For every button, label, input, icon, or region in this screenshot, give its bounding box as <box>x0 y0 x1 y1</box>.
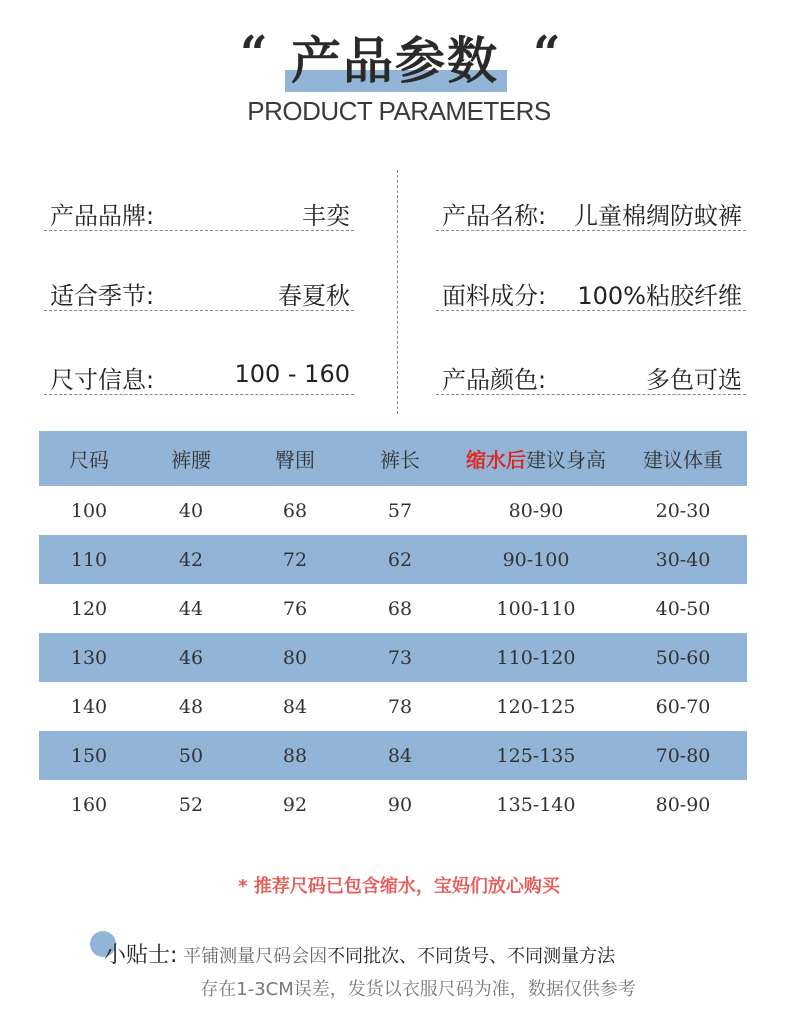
table-cell: 140 <box>70 695 108 718</box>
table-cell: 80-90 <box>655 793 711 816</box>
title-block <box>0 28 790 98</box>
tips-line-2: 存在1-3CM误差，发货以衣服尺码为准，数据仅供参考 <box>200 979 636 1000</box>
table-cell: 46 <box>178 646 204 669</box>
table-cell: 68 <box>282 499 308 522</box>
table-cell: 88 <box>282 744 308 767</box>
table-cell: 70-80 <box>655 744 711 767</box>
table-cell: 60-70 <box>655 695 711 718</box>
table-cell: 40-50 <box>655 597 711 620</box>
table-cell: 92 <box>282 793 308 816</box>
table-cell: 76 <box>282 597 308 620</box>
table-cell: 73 <box>387 646 413 669</box>
table-cell: 125-135 <box>496 744 576 767</box>
table-cell: 135-140 <box>496 793 576 816</box>
param-name-value: 儿童棉绸防蚊裤 <box>574 202 742 230</box>
header-waist: 裤腰 <box>171 448 211 472</box>
table-row <box>39 486 747 535</box>
table-cell: 84 <box>387 744 413 767</box>
tips-line-1-dark: 不同批次、不同货号、不同测量方法 <box>327 946 616 967</box>
page-title: 产品参数 <box>291 32 499 90</box>
param-fabric <box>436 270 746 311</box>
table-cell: 40 <box>178 499 204 522</box>
param-color <box>436 354 746 395</box>
table-row <box>39 682 747 731</box>
param-brand-value: 丰奕 <box>302 202 350 230</box>
table-row <box>39 780 747 829</box>
param-color-value: 多色可选 <box>646 366 742 394</box>
table-cell: 90-100 <box>502 548 570 571</box>
table-row <box>39 584 747 633</box>
table-cell: 57 <box>387 499 413 522</box>
param-brand <box>44 190 354 231</box>
quote-mark-left: “ <box>240 26 268 82</box>
param-season <box>44 270 354 311</box>
table-cell: 48 <box>178 695 204 718</box>
table-cell: 90 <box>387 793 413 816</box>
header-weight: 建议体重 <box>643 448 723 472</box>
table-cell: 110-120 <box>496 646 576 669</box>
param-fabric-label: 面料成分: <box>442 282 547 310</box>
table-cell: 50 <box>178 744 204 767</box>
table-cell: 160 <box>70 793 108 816</box>
table-cell: 50-60 <box>655 646 711 669</box>
tips-line-1-gray: 平铺测量尺码会因 <box>183 946 328 967</box>
table-cell: 78 <box>387 695 413 718</box>
table-cell: 100-110 <box>496 597 576 620</box>
table-cell: 120 <box>70 597 108 620</box>
table-cell: 20-30 <box>655 499 711 522</box>
size-table <box>39 431 747 829</box>
tips-label: 小贴士: <box>104 943 178 968</box>
tips-line-1 <box>104 938 615 969</box>
header-length: 裤长 <box>380 448 420 472</box>
header-hip: 臀围 <box>275 448 315 472</box>
table-cell: 62 <box>387 548 413 571</box>
table-cell: 130 <box>70 646 108 669</box>
param-season-label: 适合季节: <box>50 282 155 310</box>
param-size-label: 尺寸信息: <box>50 366 155 394</box>
param-size <box>44 354 354 395</box>
table-cell: 100 <box>70 499 108 522</box>
param-size-value: 100 - 160 <box>234 360 350 388</box>
param-brand-label: 产品品牌: <box>50 202 155 230</box>
param-name <box>436 190 746 231</box>
table-row <box>39 535 747 584</box>
param-name-label: 产品名称: <box>442 202 547 230</box>
table-cell: 150 <box>70 744 108 767</box>
table-cell: 80-90 <box>508 499 564 522</box>
param-fabric-value: 100%粘胶纤维 <box>577 282 742 310</box>
shrink-note: * 推荐尺码已包含缩水，宝妈们放心购买 <box>238 876 560 897</box>
table-row <box>39 731 747 780</box>
table-cell: 110 <box>70 548 108 571</box>
header-shrink-highlight: 缩水后 <box>466 448 526 472</box>
table-cell: 120-125 <box>496 695 576 718</box>
table-cell: 72 <box>282 548 308 571</box>
table-cell: 80 <box>282 646 308 669</box>
table-row <box>39 633 747 682</box>
table-cell: 52 <box>178 793 204 816</box>
table-cell: 42 <box>178 548 204 571</box>
size-table-body <box>39 486 747 829</box>
header-height <box>453 444 619 473</box>
table-cell: 30-40 <box>655 548 711 571</box>
param-season-value: 春夏秋 <box>278 282 350 310</box>
header-size: 尺码 <box>69 448 109 472</box>
size-table-header <box>39 431 747 486</box>
page-subtitle: PRODUCT PARAMETERS <box>247 96 551 126</box>
param-color-label: 产品颜色: <box>442 366 547 394</box>
param-divider <box>397 170 398 414</box>
table-cell: 44 <box>178 597 204 620</box>
table-cell: 84 <box>282 695 308 718</box>
table-cell: 68 <box>387 597 413 620</box>
header-height-label: 建议身高 <box>526 448 606 472</box>
quote-mark-right: “ <box>533 26 561 82</box>
